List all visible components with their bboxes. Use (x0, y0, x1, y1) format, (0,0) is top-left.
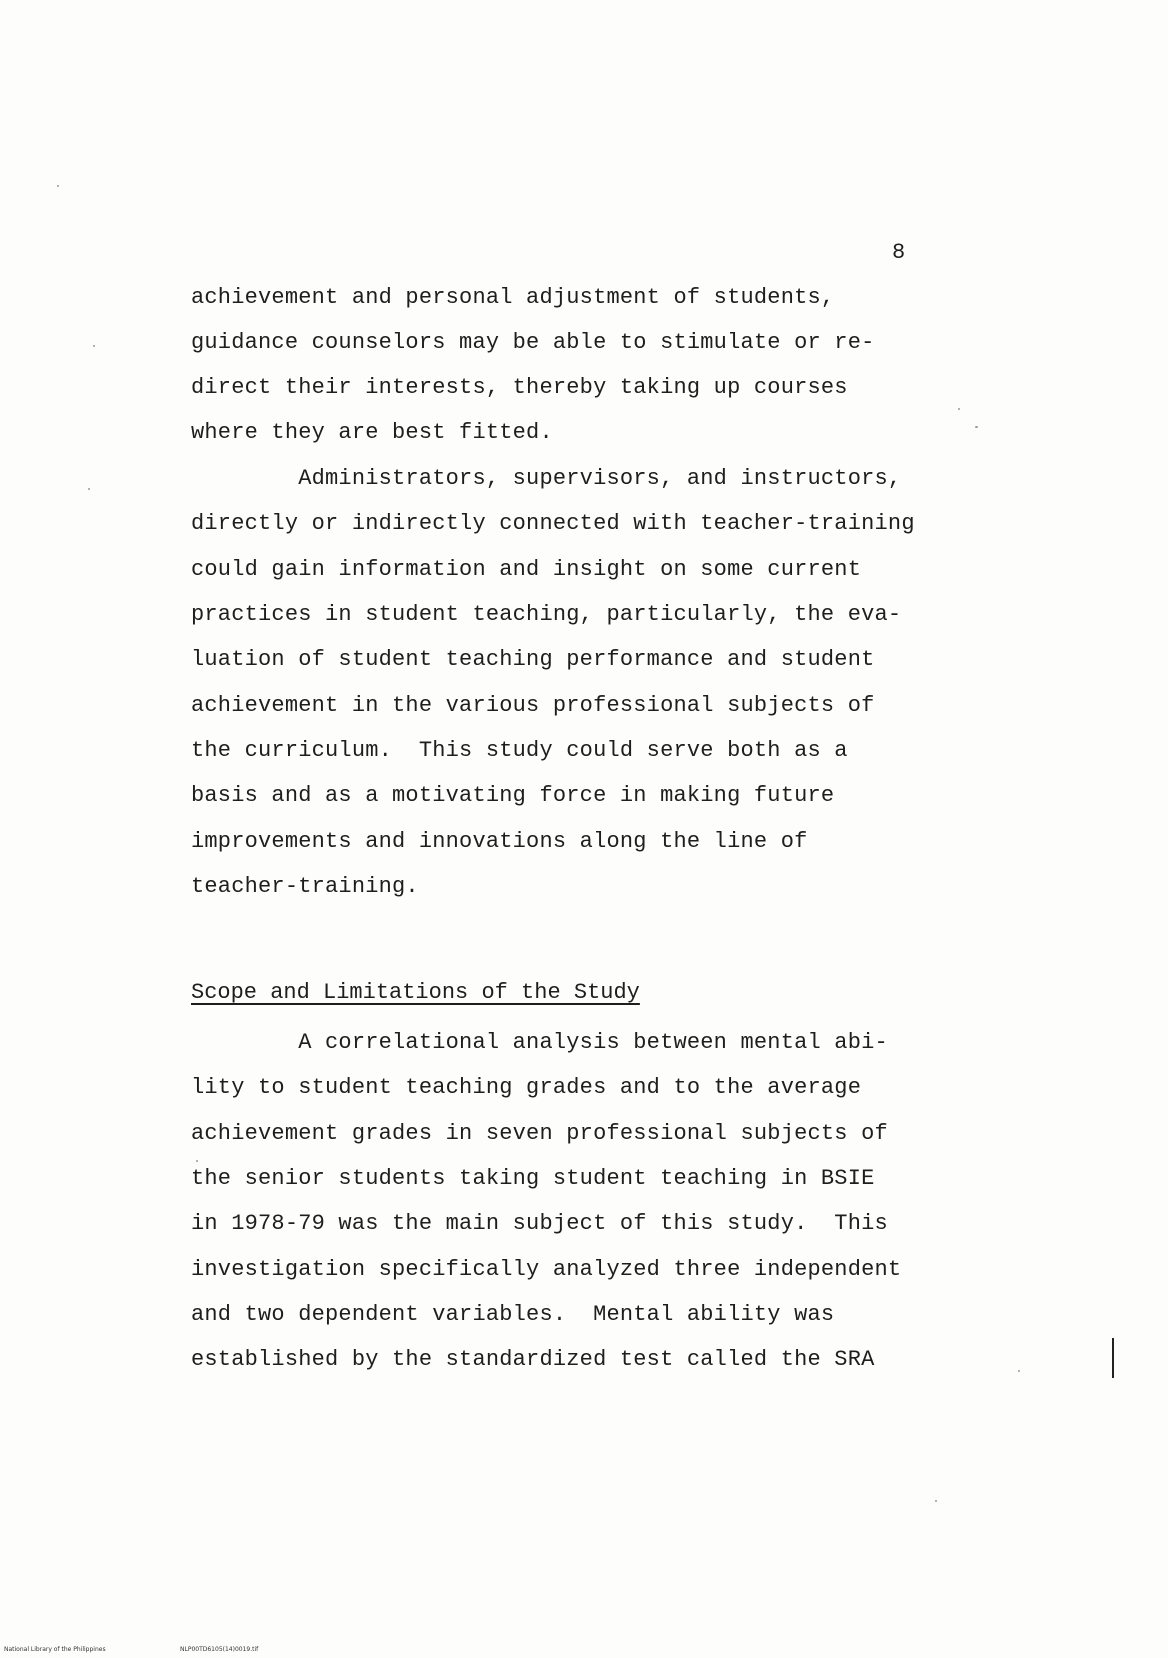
body-line: established by the standardized test called the SRA (191, 1347, 875, 1372)
body-line: improvements and innovations along the line of (191, 829, 808, 854)
body-line: the curriculum. This study could serve both as a (191, 738, 848, 763)
body-line: the senior students taking student teaching in BSIE (191, 1166, 875, 1191)
body-line: achievement in the various professional subjects of (191, 693, 875, 718)
body-line: guidance counselors may be able to stimulate or re- (191, 330, 875, 355)
scan-speck (88, 488, 90, 490)
body-line: could gain information and insight on some current (191, 557, 862, 582)
scan-speck (958, 408, 960, 410)
body-line: where they are best fitted. (191, 420, 553, 445)
body-line: directly or indirectly connected with teacher-training (191, 511, 915, 536)
scan-speck (935, 1500, 937, 1502)
scan-speck (57, 185, 59, 187)
section-heading: Scope and Limitations of the Study (191, 980, 640, 1005)
scan-speck (1018, 1370, 1020, 1372)
footer-library: National Library of the Philippines (4, 1646, 106, 1653)
body-line: achievement grades in seven professional subjects of (191, 1121, 888, 1146)
scan-speck (93, 345, 95, 347)
body-line: investigation specifically analyzed three independent (191, 1257, 902, 1282)
body-line: teacher-training. (191, 874, 419, 899)
scan-speck (975, 426, 978, 428)
body-line: practices in student teaching, particularly, the eva- (191, 602, 902, 627)
footer-file-id: NLP00TD6105(14)0019.tif (180, 1646, 259, 1653)
body-line: lity to student teaching grades and to the average (191, 1075, 862, 1100)
margin-mark (1112, 1338, 1114, 1378)
body-line: in 1978-79 was the main subject of this study. This (191, 1211, 888, 1236)
body-line: achievement and personal adjustment of students, (191, 285, 835, 310)
body-line: basis and as a motivating force in making future (191, 783, 835, 808)
body-line: A correlational analysis between mental abi- (191, 1030, 888, 1055)
body-line: luation of student teaching performance and student (191, 647, 875, 672)
scan-speck (196, 1160, 198, 1162)
body-line: direct their interests, thereby taking up courses (191, 375, 848, 400)
page-number: 8 (892, 240, 906, 265)
body-line: Administrators, supervisors, and instructors, (191, 466, 902, 491)
body-line: and two dependent variables. Mental ability was (191, 1302, 835, 1327)
